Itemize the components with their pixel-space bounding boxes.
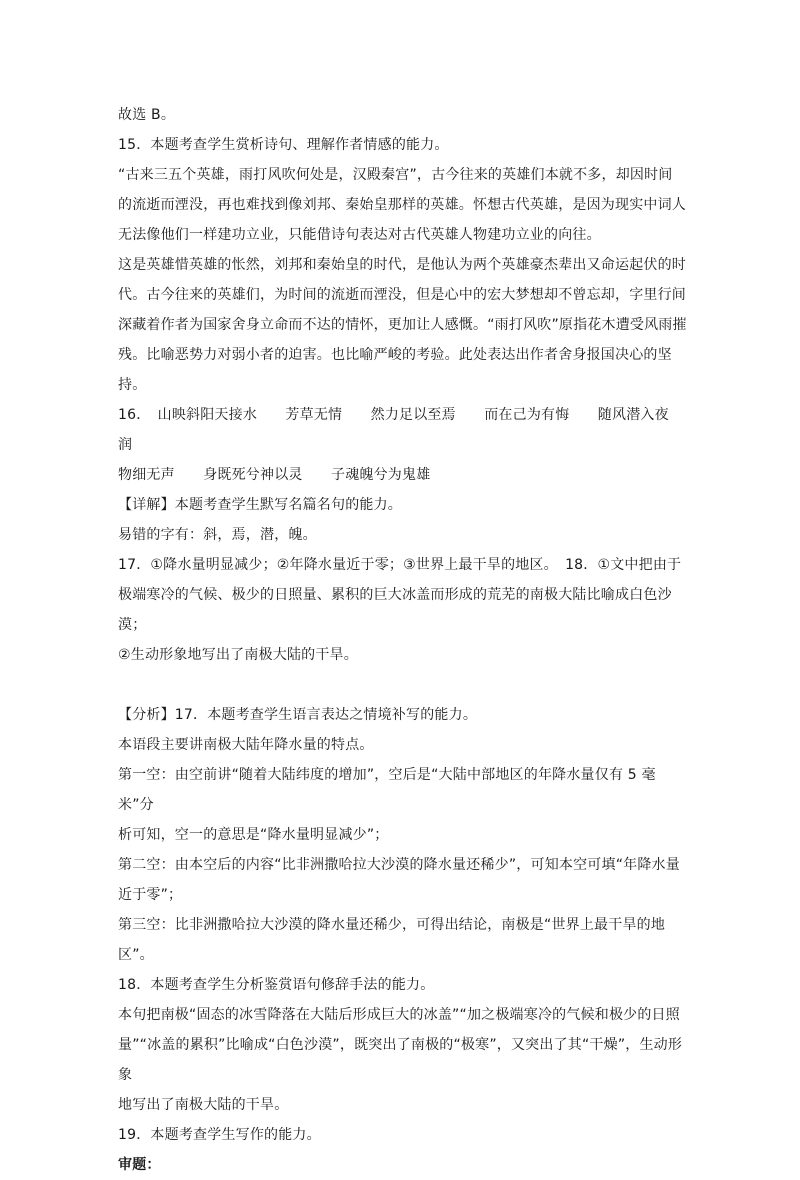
q19-heading: 19．本题考查学生写作的能力。 (118, 1127, 321, 1143)
q15-paragraph-1-line-2: 的流逝而湮没，再也难找到像刘邦、秦始皇那样的英雄。怀想古代英雄，是因为现实中词人 (118, 197, 686, 213)
q17-blank-1-line-1: 第一空：由空前讲“随着大陆纬度的增加”，空后是“大陆中部地区的年降水量仅有 5 毫米”分 (118, 767, 656, 813)
q17-analysis-heading: 【分析】17．本题考查学生语言表达之情境补写的能力。 (118, 707, 478, 723)
q17-blank-2-line-1: 第二空：由本空后的内容“比非洲撒哈拉大沙漠的降水量还稀少”，可知本空可填“年降水量 (118, 857, 680, 873)
q15-heading: 15．本题考查学生赏析诗句、理解作者情感的能力。 (118, 137, 449, 153)
q17-blank-2-line-2: 近于零”； (118, 887, 183, 903)
q18-analysis-line-2: 量”“冰盖的累积”比喻成“白色沙漠”，既突出了南极的“极寒”，又突出了其“干燥”，生动形象 (118, 1037, 683, 1083)
q15-paragraph-2-line-3: 深藏着作者为国家舍身立命而不达的情怀，更加让人感慨。“雨打风吹”原指花木遭受风雨摧 (118, 317, 687, 333)
q16-answers-line-2: 物细无声 身既死兮神以灵 子魂魄兮为鬼雄 (118, 467, 431, 483)
q15-paragraph-1-line-3: 无法像他们一样建功立业，只能借诗句表达对古代英雄人物建功立业的向往。 (118, 227, 601, 243)
q17-analysis-intro: 本语段主要讲南极大陆年降水量的特点。 (118, 737, 374, 753)
answer-b-line: 故选 B。 (118, 107, 176, 123)
q18-analysis-line-1: 本句把南极“固态的冰雪降落在大陆后形成巨大的冰盖”“加之极端寒冷的气候和极少的日照 (118, 1007, 680, 1023)
q15-paragraph-1-line-1: “古来三五个英雄，雨打风吹何处是，汉殿秦宫”，古今往来的英雄们本就不多，却因时间 (118, 167, 673, 183)
q15-paragraph-2-line-1: 这是英雄惜英雄的怅然，刘邦和秦始皇的时代，是他认为两个英雄豪杰辈出又命运起伏的时 (118, 257, 686, 273)
q17-q18-answers-line-1: 17．①降水量明显减少；②年降水量近于零；③世界上最干旱的地区。 18．①文中把由于 (118, 557, 682, 573)
q17-blank-1-line-2: 析可知，空一的意思是“降水量明显减少”； (118, 827, 389, 843)
document-body (118, 100, 698, 1180)
q16-detail: 【详解】本题考查学生默写名篇名句的能力。 (118, 497, 402, 513)
q19-shenti-label: 审题： (118, 1157, 161, 1173)
q17-q18-answers-line-2: 极端寒冷的气候、极少的日照量、累积的巨大冰盖而形成的荒芜的南极大陆比喻成白色沙漠； (118, 587, 672, 633)
q17-q18-answers-line-3: ②生动形象地写出了南极大陆的干旱。 (118, 647, 358, 663)
q15-paragraph-2-line-4: 残。比喻恶势力对弱小者的迫害。也比喻严峻的考验。此处表达出作者舍身报国决心的坚持。 (118, 347, 672, 393)
q15-paragraph-2-line-2: 代。古今往来的英雄们，为时间的流逝而湮没，但是心中的宏大梦想却不曾忘却，字里行间 (118, 287, 686, 303)
q18-analysis-line-3: 地写出了南极大陆的干旱。 (118, 1097, 289, 1113)
q16-answers-line-1: 16． 山映斜阳天接水 芳草无情 然力足以至焉 而在己为有悔 随风潜入夜 润 (118, 407, 698, 453)
q17-blank-3: 第三空：比非洲撒哈拉大沙漠的降水量还稀少，可得出结论，南极是“世界上最干旱的地区”。 (118, 917, 666, 963)
q18-heading: 18．本题考查学生分析鉴赏语句修辞手法的能力。 (118, 977, 435, 993)
q16-error-prone-chars: 易错的字有：斜，焉，潜，魄。 (118, 527, 317, 543)
paragraph-gap (118, 670, 690, 700)
